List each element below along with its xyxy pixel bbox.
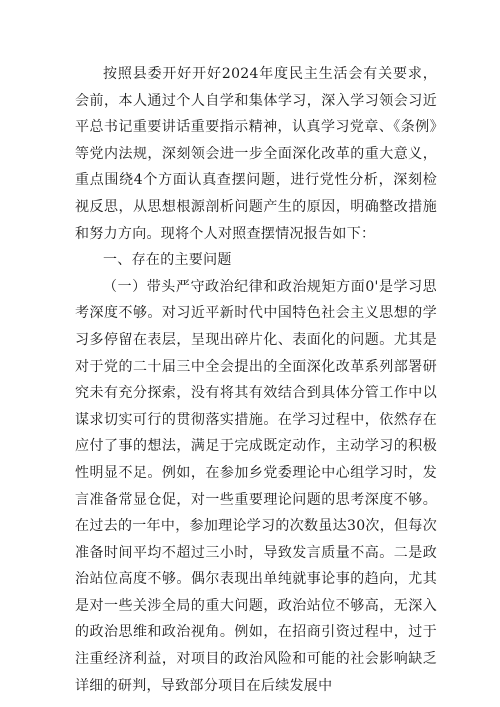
- section-heading: 一、存在的主要问题: [103, 252, 232, 269]
- intro-paragraph: 按照县委开好开好2024年度民主生活会有关要求，会前，本人通过个人自学和集体学习，深入学习领会习近平总书记重要讲话重要指示精神，认真学习党章、《条例》等党内法规，深刻领会进一步全面深化改革的重大意义，重点围绕4个方面认真查摆问题，进行党性分析，深刻检视反思，从思想根源剖析问题产生的原因，明确整改措施和努力方向。现将个人对照查摆情况报告如下：: [75, 66, 437, 242]
- body-paragraph: （一）带头严守政治纪律和政治规矩方面0'是学习思考深度不够。对习近平新时代中国特色社会主义思想的学习多停留在表层，呈现出碎片化、表面化的问题。尤其是对于党的二十届三中全会提出的全面深化改革系列部署研究未有充分探索，没有将其有效结合到具体分管工作中以谋求切实可行的贯彻落实措施。在学习过程中，依然存在应付了事的想法，满足于完成既定动作，主动学习的积极性明显不足。例如，在参加乡党委理论中心组学习时，发言准备常显仓促，对一些重要理论问题的思考深度不够。在过去的一年中，参加理论学习的次数虽达30次，但每次准备时间平均不超过三小时，导致发言质量不高。二是政治站位高度不够。偶尔表现出单纯就事论事的趋向，尤其是对一些关涉全局的重大问题，政治站位不够高，无深入的政治思维和政治视角。例如，在招商引资过程中，过于注重经济利益，对项目的政治风险和可能的社会影响缺乏详细的研判，导致部分项目在后续发展中: [75, 278, 437, 694]
- document-body: [75, 61, 437, 699]
